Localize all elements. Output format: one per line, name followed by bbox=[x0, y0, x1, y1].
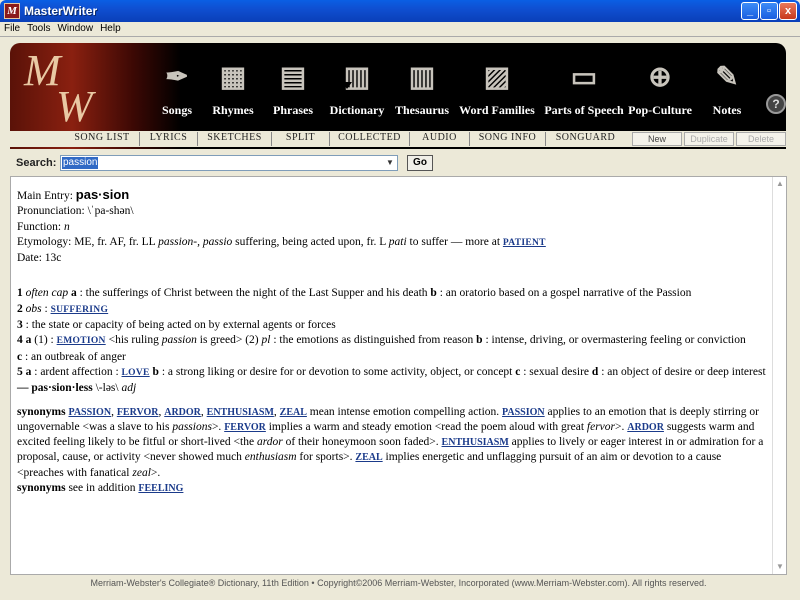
sense-letter: c bbox=[515, 365, 521, 378]
dictionary-icon: ▥ bbox=[343, 62, 371, 93]
synonym-text: zeal bbox=[132, 466, 151, 479]
sense-number: 5 a bbox=[17, 365, 32, 378]
link-suffering[interactable]: SUFFERING bbox=[50, 304, 109, 315]
link-fervor[interactable]: FERVOR bbox=[116, 406, 159, 418]
copyright-footer: Merriam-Webster's Collegiate® Dictionary, 11th Edition • Copyright©2006 Merriam-Webster, Incorporated (www.Merriam-Webster.com). All rights reserved. bbox=[10, 576, 787, 590]
sense-text: : the emotions as distinguished from reason bbox=[273, 334, 474, 347]
sense-text: : ardent affection : bbox=[34, 365, 119, 378]
sense-letter: b bbox=[430, 287, 437, 300]
etymology-text: passion-, passio bbox=[158, 235, 233, 248]
sense-text: is greed> bbox=[199, 334, 243, 347]
active-nav-indicator bbox=[342, 82, 352, 89]
main-entry-label: Main Entry: bbox=[17, 190, 73, 202]
maximize-button[interactable]: ▫ bbox=[760, 2, 778, 20]
link-zeal[interactable]: ZEAL bbox=[279, 406, 307, 418]
sense-text: : an object of desire or deep interest bbox=[601, 365, 766, 378]
synonym-text: passions bbox=[172, 420, 212, 433]
sense-text: <his ruling bbox=[108, 334, 159, 347]
synonyms-label: synonyms bbox=[17, 405, 66, 418]
minimize-button[interactable]: _ bbox=[741, 2, 759, 20]
chevron-down-icon[interactable]: ▼ bbox=[383, 156, 397, 170]
search-input[interactable]: passion bbox=[63, 157, 98, 168]
synonym-text: see in addition bbox=[68, 482, 136, 495]
sense-text: : intense, driving, or overmastering feeling or conviction bbox=[485, 334, 746, 347]
search-label: Search: bbox=[16, 157, 57, 169]
sense-label: pl bbox=[261, 334, 271, 347]
synonym-text: fervor bbox=[586, 420, 616, 433]
etymology-text: pati bbox=[388, 235, 407, 248]
sense-text: : a strong liking or desire for or devotion to some activity, object, or concept bbox=[161, 365, 513, 378]
synonym-text: mean intense emotion compelling action. bbox=[309, 405, 500, 418]
window-bottom bbox=[0, 592, 800, 600]
synonyms-label: synonyms bbox=[17, 482, 66, 495]
etymology-text: ME, fr. AF, fr. LL bbox=[74, 235, 156, 248]
etymology-label: Etymology: bbox=[17, 235, 72, 248]
sense-number: 2 bbox=[17, 302, 23, 315]
sub-toolbar bbox=[10, 131, 786, 147]
menu-tools[interactable]: Tools bbox=[27, 23, 51, 34]
synonym-text: applies to an emotion that is deeply stirring or ungovernable <was a slave to his bbox=[17, 405, 759, 433]
logo-letter-m: M bbox=[24, 46, 61, 95]
synonym-text: >. bbox=[150, 466, 161, 479]
sense-sub: (2) bbox=[245, 334, 259, 347]
tab-song-list[interactable]: SONG LIST bbox=[74, 132, 130, 143]
synonym-text: >. bbox=[615, 420, 625, 433]
sense-text: : bbox=[50, 334, 54, 347]
nav-label: Word Families bbox=[459, 103, 535, 117]
nav-label: Parts of Speech bbox=[544, 103, 624, 117]
synonym-text: applies to lively or eager interest in or admiration for a proposal, cause, or activity <never showed much bbox=[17, 436, 764, 464]
link-fervor[interactable]: FERVOR bbox=[224, 421, 266, 433]
logo-letter-w: W bbox=[56, 82, 93, 131]
runon-pos: adj bbox=[121, 382, 137, 395]
rhymes-icon: ▦ bbox=[219, 62, 247, 93]
duplicate-button[interactable]: Duplicate bbox=[684, 132, 734, 146]
link-feeling[interactable]: FEELING bbox=[138, 483, 184, 495]
runon-pronunciation: \-ləs\ bbox=[95, 382, 119, 395]
synonym-text: implies energetic and unflagging pursuit of an aim or devotion to a cause <preaches with fanatical bbox=[17, 451, 722, 479]
title-bar[interactable] bbox=[0, 0, 800, 22]
sense-number: 3 bbox=[17, 319, 23, 332]
close-button[interactable]: x bbox=[779, 2, 797, 20]
tab-audio[interactable]: AUDIO bbox=[409, 132, 469, 146]
sense-text: : bbox=[44, 302, 48, 315]
sense-text: : sexual desire bbox=[523, 365, 590, 378]
tab-songuard[interactable]: SONGUARD bbox=[545, 132, 625, 146]
link-zeal[interactable]: ZEAL bbox=[355, 452, 383, 464]
synonym-text: >. bbox=[211, 420, 222, 433]
runon-word: — pas·sion·less bbox=[17, 382, 93, 395]
headword: pas·sion bbox=[75, 187, 130, 202]
nav-label: Dictionary bbox=[329, 103, 385, 117]
sense-text: : the sufferings of Christ between the night of the Last Supper and his death bbox=[79, 287, 428, 300]
menu-help[interactable]: Help bbox=[100, 23, 121, 34]
link-passion[interactable]: PASSION bbox=[68, 406, 112, 418]
etymology-text: to suffer — more at bbox=[409, 235, 501, 248]
globe-icon: ⊕ bbox=[648, 62, 672, 93]
synonym-text: ardor bbox=[256, 436, 283, 449]
menu-window[interactable]: Window bbox=[57, 23, 94, 34]
sense-text: : the state or capacity of being acted on by external agents or forces bbox=[25, 319, 336, 332]
nav-label: Phrases bbox=[273, 103, 313, 117]
search-combobox[interactable] bbox=[60, 155, 398, 171]
link-emotion[interactable]: EMOTION bbox=[56, 336, 106, 347]
nav-label: Pop-Culture bbox=[628, 103, 692, 117]
vertical-scrollbar[interactable] bbox=[772, 177, 786, 574]
definition-pane[interactable] bbox=[10, 176, 787, 575]
app-icon: M bbox=[4, 3, 20, 19]
tab-song-info[interactable]: SONG INFO bbox=[469, 132, 545, 146]
date-value: 13c bbox=[44, 252, 62, 265]
pen-nib-icon: ✒ bbox=[165, 62, 189, 93]
nav-label: Thesaurus bbox=[394, 103, 450, 117]
tab-split[interactable]: SPLIT bbox=[271, 132, 329, 146]
etymology-text: suffering, being acted upon, fr. L bbox=[235, 235, 386, 248]
nav-label: Songs bbox=[161, 103, 193, 117]
help-button[interactable]: ? bbox=[766, 94, 786, 114]
link-patient[interactable]: PATIENT bbox=[502, 237, 546, 248]
tab-sketches[interactable]: SKETCHES bbox=[197, 132, 271, 146]
synonym-text: suggests warm and excited feeling likely to be fitful or short-lived <the bbox=[17, 420, 755, 449]
scroll-up-icon[interactable]: ▲ bbox=[776, 179, 784, 188]
sense-number: 4 a bbox=[17, 334, 32, 347]
delete-button[interactable]: Delete bbox=[736, 132, 786, 146]
sense-label: obs bbox=[25, 302, 42, 315]
sense-letter: a bbox=[70, 287, 77, 300]
date-label: Date: bbox=[17, 252, 42, 265]
notes-icon: ✎ bbox=[715, 62, 739, 93]
window-title: MasterWriter bbox=[24, 4, 98, 18]
go-button[interactable]: Go bbox=[407, 155, 433, 171]
pronunciation-label: Pronunciation: bbox=[17, 205, 85, 218]
sense-letter: b bbox=[476, 334, 483, 347]
search-bar bbox=[10, 152, 786, 175]
link-ardor[interactable]: ARDOR bbox=[164, 406, 201, 418]
sense-sub: (1) bbox=[34, 334, 48, 347]
synonym-text: enthusiasm bbox=[244, 451, 297, 464]
dictionary-entry: Main Entry: pas·sion Pronunciation: \ˈpa-shən\ Function: n Etymology: ME, fr. AF, fr. LL passion-, passio suffering, being acted upon, fr. L pati to suffer — more at PATIENT Date: 13c 1 often cap a : the sufferings of Christ between the night of the Last Supper and his death b : an oratorio based on a gospel narrative of the Passion 2 obs : SUFFERING 3 : the state or capacity of being acted on by external agents or forces 4 a (1) : EMOTION <his ruling passion is greed> (2) pl : the emotions as distinguished from reason b : intense, driving, or overmastering feeling or conviction c : an outbreak of anger 5 a : ardent affection : LOVE b : a strong liking or desire for or devotion to some activity, object, or concept c : sexual desire d : an object of desire or deep interest — pas·sion·less \-ləs\ adj synonyms PASSION, FERVOR, ARDOR, ENTHUSIASM, ZEAL mean intense emotion compelling action. PASSION applies to an emotion that is deeply stirring or ungovernable <was a slave to his passions>. FERVOR implies a warm and steady emotion <read the poem aloud with great fervor>. ARDOR suggests warm and excited feeling likely to be fitful or short-lived <the ardor of their honeymoon soon faded>. ENTHUSIASM applies to lively or eager interest in or admiration for a proposal, cause, or activity <never showed much enthusiasm for sports>. ZEAL implies energetic and unflagging pursuit of an aim or devotion to a cause <preaches with fanatical zeal>. synonyms see in addition FEELING bbox=[17, 187, 766, 495]
link-passion[interactable]: PASSION bbox=[502, 406, 545, 418]
link-ardor[interactable]: ARDOR bbox=[627, 421, 664, 433]
sense-letter: b bbox=[152, 365, 159, 378]
parts-of-speech-icon: ▭ bbox=[570, 62, 598, 93]
synonym-text: of their honeymoon soon faded>. bbox=[285, 436, 439, 449]
menu-file[interactable]: File bbox=[4, 23, 21, 34]
sense-letter: d bbox=[591, 365, 599, 378]
sense-text: : an oratorio based on a gospel narrative of the Passion bbox=[439, 287, 692, 300]
sense-label: often cap bbox=[25, 287, 69, 300]
sense-text: passion bbox=[161, 334, 197, 347]
sense-text: : an outbreak of anger bbox=[24, 350, 126, 363]
tab-collected[interactable]: COLLECTED bbox=[329, 132, 409, 146]
scroll-down-icon[interactable]: ▼ bbox=[776, 562, 784, 571]
link-enthusiasm[interactable]: ENTHUSIASM bbox=[441, 437, 509, 449]
thesaurus-icon: ▥ bbox=[408, 62, 436, 93]
link-enthusiasm[interactable]: ENTHUSIASM bbox=[206, 406, 274, 418]
sense-number: 1 bbox=[17, 287, 23, 300]
masterwriter-logo bbox=[24, 46, 104, 135]
pronunciation: \ˈpa-shən\ bbox=[87, 205, 134, 218]
synonym-text: for sports>. bbox=[299, 451, 353, 464]
function-label: Function: bbox=[17, 220, 62, 233]
nav-label: Notes bbox=[712, 103, 742, 117]
function-value: n bbox=[63, 220, 70, 233]
phrases-icon: ▤ bbox=[279, 62, 307, 93]
synonym-text: implies a warm and steady emotion <read the poem aloud with great bbox=[268, 420, 585, 433]
sense-letter: c bbox=[17, 350, 23, 363]
tab-lyrics[interactable]: LYRICS bbox=[139, 132, 197, 146]
link-love[interactable]: LOVE bbox=[121, 367, 150, 378]
nav-label: Rhymes bbox=[212, 103, 254, 117]
new-button[interactable]: New bbox=[632, 132, 682, 146]
menu-bar bbox=[0, 22, 800, 36]
word-families-icon: ▨ bbox=[483, 62, 511, 93]
